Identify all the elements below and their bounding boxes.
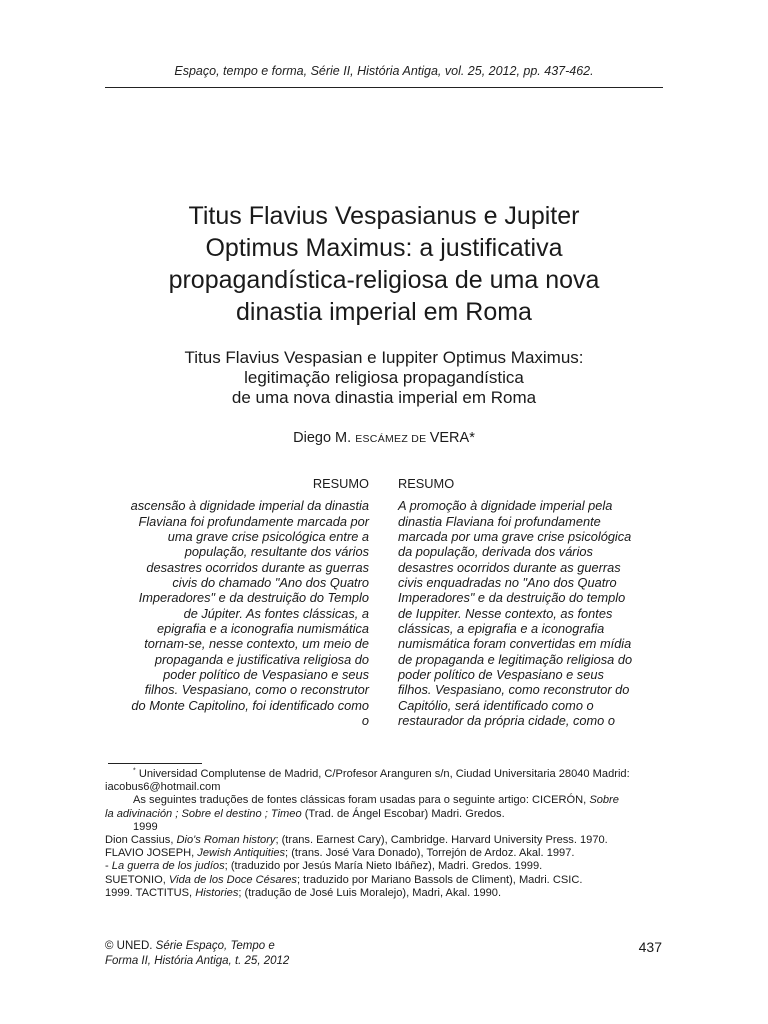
footer-line <box>105 939 289 954</box>
abstract-line: dinastia Flaviana foi profundamente <box>398 513 601 529</box>
footnote-text: 1999. TACTITUS, <box>105 886 196 899</box>
footnote-line <box>105 834 665 847</box>
footer-line: Forma II, História Antiga, t. 25, 2012 <box>105 955 290 967</box>
copyright-text: © UNED. <box>105 940 156 952</box>
abstract-line: civis enquadradas no "Ano dos Quatro <box>398 575 617 591</box>
journal-name: Série Espaço, Tempo e <box>155 940 275 952</box>
footnote-text: ; traduzido por Mariano Bassols de Climent), Madri. CSIC. <box>296 873 583 886</box>
footnote-line <box>105 847 665 860</box>
footer-citation <box>105 939 289 969</box>
footnote-line <box>105 808 665 821</box>
subtitle-line: Titus Flavius Vespasian e Iuppiter Optimus Maximus: <box>184 348 584 367</box>
footnote-affiliation <box>105 768 665 781</box>
footnote-line <box>105 874 665 887</box>
author-footnote-mark: * <box>469 430 475 446</box>
footnote-text: ; (traduzido por Jesús María Nieto Ibáñez), Madri. Gredos. 1999. <box>224 860 543 873</box>
subtitle-line: legitimação religiosa propagandística <box>244 368 524 387</box>
abstract-line: epigrafia e a iconografia numismática <box>157 621 369 637</box>
abstract-line: Flaviana foi profundamente marcada por <box>138 513 369 529</box>
abstract-line: numismática foram convertidas em mídia <box>398 636 632 652</box>
footnote-text: (Trad. de Ángel Escobar) Madri. Gredos. <box>301 807 505 820</box>
abstract-heading: RESUMO <box>398 476 455 491</box>
abstract-line: ascensão à dignidade imperial da dinastia <box>130 498 369 514</box>
source-title: Jewish Antiquities <box>197 847 286 860</box>
article-title <box>105 200 663 328</box>
source-title: la adivinación ; Sobre el destino ; Timeo <box>105 807 302 820</box>
abstract-line: de propaganda e legitimação religiosa do <box>398 651 633 667</box>
abstract-line: marcada por uma grave crise psicológica <box>398 529 632 545</box>
abstract-line: filhos. Vespasiano, como o reconstrutor <box>144 682 369 698</box>
footnote-text: As seguintes traduções de fontes clássicas foram usadas para o seguinte artigo: CICERÓN, <box>133 794 590 807</box>
article-subtitle <box>105 348 663 408</box>
abstract-line: população, resultante dos vários <box>184 544 369 560</box>
footnote-email: iacobus6@hotmail.com <box>105 781 221 794</box>
abstract-line: o <box>361 713 369 729</box>
footnote-text: ; (trans. José Vara Donado), Torrejón de Ardoz. Akal. 1997. <box>285 847 575 860</box>
abstract-line: clássicas, a epigrafia e a iconografia <box>398 621 605 637</box>
footnote-line: 1999 <box>133 820 158 833</box>
author-line <box>105 430 663 446</box>
subtitle-line: de uma nova dinastia imperial em Roma <box>231 388 537 407</box>
abstract-line: poder político de Vespasiano e seus <box>398 667 604 683</box>
author-given-name: Diego M. <box>293 430 356 446</box>
footnote-text: - <box>105 860 112 873</box>
source-title: Sobre <box>589 794 619 807</box>
abstract-line: do Monte Capitolino, foi identificado como <box>131 697 369 713</box>
footnote-line <box>105 887 665 900</box>
abstract-line: da população, derivada dos vários <box>398 544 593 560</box>
footnote-mark: * <box>133 767 136 775</box>
abstract-heading: RESUMO <box>312 476 369 491</box>
abstract-line: de Júpiter. As fontes clássicas, a <box>183 605 369 621</box>
footnote-text: Universidad Complutense de Madrid, C/Profesor Aranguren s/n, Ciudad Universitaria 28040 Madrid: <box>135 768 630 780</box>
source-title: Vida de los Doce Césares <box>168 873 297 886</box>
abstract-column-right <box>398 476 663 729</box>
source-title: Dio's Roman history <box>176 834 276 847</box>
footnote-text: ; (trans. Earnest Cary), Cambridge. Harvard University Press. 1970. <box>275 834 608 847</box>
title-line: dinastia imperial em Roma <box>236 298 532 326</box>
title-line: propagandística-religiosa de uma nova <box>168 266 600 294</box>
footnote-text: Dion Cassius, <box>105 834 177 847</box>
title-line: Titus Flavius Vespasianus e Jupiter <box>188 202 580 230</box>
footnote-rule <box>108 763 202 764</box>
source-title: Histories <box>195 886 239 899</box>
abstract-line: uma grave crise psicológica entre a <box>167 529 369 545</box>
abstract-line: de Iuppiter. Nesse contexto, as fontes <box>398 605 613 621</box>
abstract-line: A promoção à dignidade imperial pela <box>398 498 613 514</box>
footnotes <box>105 768 665 900</box>
abstract-line: civis do chamado "Ano dos Quatro <box>172 575 369 591</box>
abstract-line: poder político de Vespasiano e seus <box>163 667 369 683</box>
header-rule <box>105 87 663 88</box>
abstract-line: desastres ocorridos durante as guerras <box>146 559 369 575</box>
abstract-line: Imperadores" e da destruição do Templo <box>138 590 369 606</box>
page-number: 437 <box>638 939 662 955</box>
footnote-line <box>105 860 665 873</box>
abstract-line: restaurador da própria cidade, como o <box>398 713 615 729</box>
author-surname: VERA <box>429 430 470 446</box>
title-line: Optimus Maximus: a justificativa <box>205 234 563 262</box>
abstract-line: filhos. Vespasiano, como reconstrutor do <box>398 682 630 698</box>
running-head: Espaço, tempo e forma, Série II, História Antiga, vol. 25, 2012, pp. 437-462. <box>174 64 594 78</box>
footnote-text: FLAVIO JOSEPH, <box>105 847 198 860</box>
abstract-line: propaganda e justificativa religiosa do <box>154 651 369 667</box>
abstract-line: desastres ocorridos durante as guerras <box>398 559 621 575</box>
abstract-line: Capitólio, será identificado como o <box>398 697 594 713</box>
abstract-line: Imperadores" e da destruição do templo <box>398 590 626 606</box>
footnote-sources <box>105 794 665 807</box>
source-title: La guerra de los judíos <box>111 860 225 873</box>
footnote-text: ; (tradução de José Luis Moralejo), Madri, Akal. 1990. <box>238 886 502 899</box>
abstract-column-left <box>104 476 369 729</box>
author-surname-smallcaps: ESCÁMEZ DE <box>355 433 430 445</box>
abstract-line: tornam-se, nesse contexto, um meio de <box>144 636 369 652</box>
footnote-text: SUETONIO, <box>105 873 169 886</box>
